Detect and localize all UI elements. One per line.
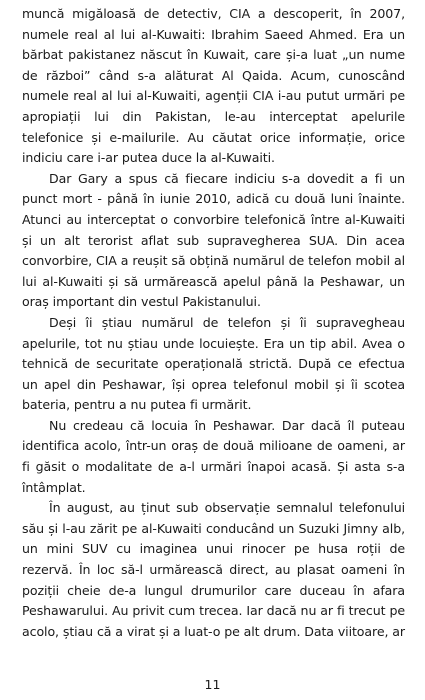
page-number: 11 xyxy=(204,677,221,692)
paragraph-5: În august, au ținut sub observație semnalul telefonului său și l-au zărit pe al-Kuwaiti conducând un Suzuki Jimny alb, un mini SUV cu imaginea unui rinocer pe husa roții de rezervă. În loc să-l urmărească direct, au plasat oameni în poziții cheie de-a lungul drumurilor care duceau în afara Peshawarului. Au privit cum trecea. Iar dacă nu ar fi trecut pe acolo, știau că a virat și a luat-o pe alt drum. Data viitoare, ar xyxy=(22,500,405,639)
paragraph-2: Dar Gary a spus că fiecare indiciu s-a dovedit a fi un punct mort - până în iunie 2010, adică cu două luni înainte. Atunci au interceptat o convorbire telefonică între al-Kuwaiti și un alt terorist aflat sub supravegherea SUA. Din acea convorbire, CIA a reușit să obțină numărul de telefon mobil al lui al-Kuwaiti și să urmărească apelul până la Peshawar, un oraș important din vestul Pakistanului. xyxy=(22,170,405,310)
paragraph-4: Nu credeau că locuia în Peshawar. Dar dacă îl puteau identifica acolo, într-un oraș de două milioane de oameni, ar fi găsit o modalitate de a-l urmări înapoi acasă. Și asta s-a întâmplat. xyxy=(22,417,405,495)
paragraph-1: muncă migăloasă de detectiv, CIA a descoperit, în 2007, numele real al lui al-Kuwaiti: Ibrahim Saeed Ahmed. Era un bărbat pakistanez născut în Kuwait, care și-a luat „un nume de război” când s-a alăturat Al Qaida. Acum, cunoscând numele real al lui al-Kuwaiti, agenții CIA i-au putut urmări pe apropiații lui din Pakistan, le-au interceptat apelurile telefonice și e-mailurile. Au căutat orice informație, orice indiciu care i-ar putea duce la al-Kuwaiti. xyxy=(22,6,405,166)
page-body xyxy=(22,4,405,642)
paragraph-3: Deși îi știau numărul de telefon și îi supravegheau apelurile, tot nu știau unde locuiește. Era un tip abil. Avea o tehnică de securitate operațională strictă. După ce efectua un apel din Peshawar, își oprea telefonul mobil și îi scotea bateria, pentru a nu putea fi urmărit. xyxy=(22,314,405,413)
